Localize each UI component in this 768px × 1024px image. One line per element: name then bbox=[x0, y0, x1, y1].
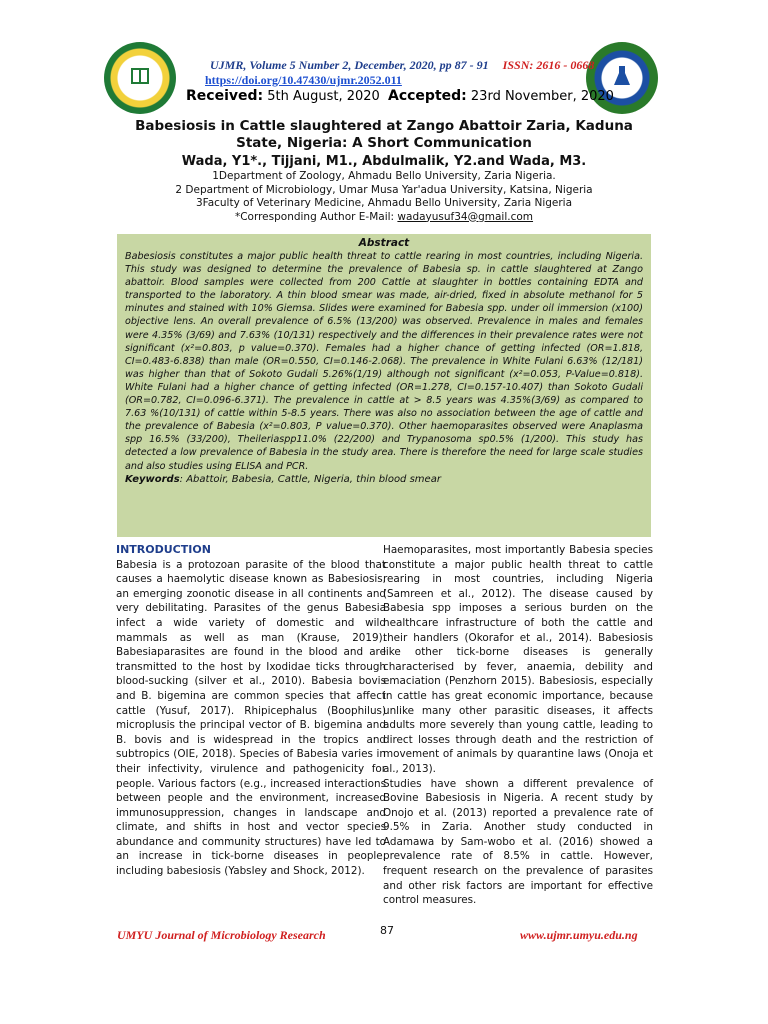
footer-url[interactable]: www.ujmr.umyu.edu.ng bbox=[520, 928, 638, 942]
intro-paragraph-2: Haemoparasites, most importantly Babesia species constitute a major public health threat to cattle rearing in most countries, including Nigeria (Samreen et al., 2012). The disease caused by Babesia spp imposes a serious burden on the healthcare infrastructure of both the cattle and their handlers (Okorafor et al., 2014). Babesiosis like other tick-borne diseases is generally characterised by fever, anaemia, debility and emaciation (Penzhorn 2015). Babesiosis, especially in cattle has great economic importance, because unlike many other parasitic diseases, it affects adults more severely than young cattle, leading to direct losses through death and the restriction of movement of animals by quarantine laws (Onoja et al., 2013). bbox=[383, 544, 653, 775]
keywords bbox=[125, 474, 643, 485]
accepted-date: 23rd November, 2020 bbox=[470, 89, 614, 104]
article-dates bbox=[186, 88, 614, 104]
received-label: Received: bbox=[186, 88, 264, 104]
university-logo bbox=[104, 42, 176, 114]
footer-journal-name: UMYU Journal of Microbiology Research bbox=[117, 928, 326, 942]
article-title: Babesiosis in Cattle slaughtered at Zango Abattoir Zaria, Kaduna State, Nigeria: A Short Communication bbox=[135, 118, 633, 151]
right-column bbox=[383, 543, 653, 908]
accepted-label: Accepted: bbox=[388, 88, 467, 104]
left-column bbox=[116, 543, 386, 879]
abstract-box bbox=[117, 234, 651, 537]
affiliation-3: 3Faculty of Veterinary Medicine, Ahmadu Bello University, Zaria Nigeria bbox=[195, 197, 573, 209]
affiliation-1: 1Department of Zoology, Ahmadu Bello University, Zaria Nigeria. bbox=[212, 170, 556, 182]
keywords-list: : Abattoir, Babesia, Cattle, Nigeria, thin blood smear bbox=[179, 473, 441, 485]
corresponding-author bbox=[110, 211, 658, 225]
corresponding-email[interactable]: wadayusuf34@gmail.com bbox=[397, 210, 534, 223]
intro-paragraph-1: Babesia is a protozoan parasite of the blood that causes a haemolytic disease known as Babesiosis, an emerging zoonotic disease in all continents and very debilitating. Parasites of the genus Babesia infect a wide variety of domestic and wild mammals as well as man (Krause, 2019). Babesiaparasites are found in the blood and are transmitted to the host by Ixodidae ticks through blood-sucking (silver et al., 2010). Babesia bovis and B. bigemina are common species that affect cattle (Yusuf, 2017). Rhipicephalus (Boophilus) microplusis the principal vector of B. bigemina and B. bovis and is widespread in the tropics and subtropics (OIE, 2018). Species of Babesia varies in their infectivity, virulence and pathogenicity for people. Various factors (e.g., increased interactions between people and the environment, increased immunosuppression, changes in landscape and climate, and shifts in host and vector species abundance and community structures) have led to an increase in tick-borne diseases in people, including babesiosis (Yabsley and Shock, 2012). bbox=[116, 558, 386, 878]
introduction-heading: INTRODUCTION bbox=[116, 543, 211, 556]
journal-volume: UJMR, Volume 5 Number 2, December, 2020, pp 87 - 91 bbox=[210, 58, 489, 72]
issn: ISSN: 2616 - 0668 bbox=[502, 58, 595, 72]
corresponding-label: *Corresponding Author E-Mail: bbox=[234, 210, 395, 223]
keywords-label: Keywords bbox=[125, 473, 180, 485]
abstract-heading: Abstract bbox=[358, 237, 410, 249]
affiliations bbox=[110, 170, 658, 224]
intro-paragraph-3: Studies have shown a different prevalence of Bovine Babesiosis in Nigeria. A recent study by Onojo et al. (2013) reported a prevalence rate of 9.5% in Zaria. Another study conducted in Adamawa by Sam-wobo et al. (2016) showed a prevalence rate of 8.5% in cattle. However, frequent research on the prevalence of parasites and other risk factors are important for effective control measures. bbox=[383, 777, 653, 907]
affiliation-2: 2 Department of Microbiology, Umar Musa Yar'adua University, Katsina, Nigeria bbox=[175, 183, 593, 196]
page-number: 87 bbox=[380, 924, 394, 937]
received-date: 5th August, 2020 bbox=[267, 89, 380, 104]
book-emblem-icon bbox=[130, 64, 150, 88]
author-list: Wada, Y1*., Tijjani, M1., Abdulmalik, Y2.and Wada, M3. bbox=[181, 154, 587, 169]
abstract-text: Babesiosis constitutes a major public health threat to cattle rearing in most countries, including Nigeria. This study was designed to determine the prevalence of Babesia sp. in cattle slaughtered at Zango abattoir. Blood samples were collected from 200 Cattle at slaughter in bottles containing EDTA and transported to the laboratory. A thin blood smear was made, air-dried, fixed in absolute methanol for 5 minutes and stained with 10% Giemsa. Slides were examined for Babesia spp. under oil immersion (x100) objective lens. An overall prevalence of 6.5% (13/200) was observed. Prevalence in males and females were 4.35% (3/69) and 7.63% (10/131) respectively and the differences in their prevalence rates were not significant (x²=0.803, p value=0.370). Females had a higher chance of getting infected (OR=1.818, CI=0.483-6.838) than male (OR=0.550, CI=0.146-2.068). The prevalence in White Fulani 6.63% (12/181) was higher than that of Sokoto Gudali 5.26%(1/19) although not significant (x²=0.053, P-Value=0.818). White Fulani had a higher chance of getting infected (OR=1.278, CI=0.157-10.407) than Sokoto Gudali (OR=0.782, CI=0.096-6.371). The prevalence in cattle at > 8.5 years was 4.35%(3/69) as compared to 7.63 %(10/131) of cattle within 5-8.5 years. There was also no association between the age of cattle and the prevalence of Babesia (x²=0.803, P value=0.370). Other haemoparasites observed were Anaplasma spp 16.5% (33/200), Theileriaspp11.0% (22/200) and Trypanosoma sp0.5% (1/200). This study has detected a low prevalence of Babesia in the study area. There is therefore the need for large scale studies and also studies using ELISA and PCR. bbox=[125, 251, 643, 472]
doi-link[interactable]: https://doi.org/10.47430/ujmr.2052.011 bbox=[205, 73, 402, 87]
journal-citation bbox=[210, 58, 680, 73]
